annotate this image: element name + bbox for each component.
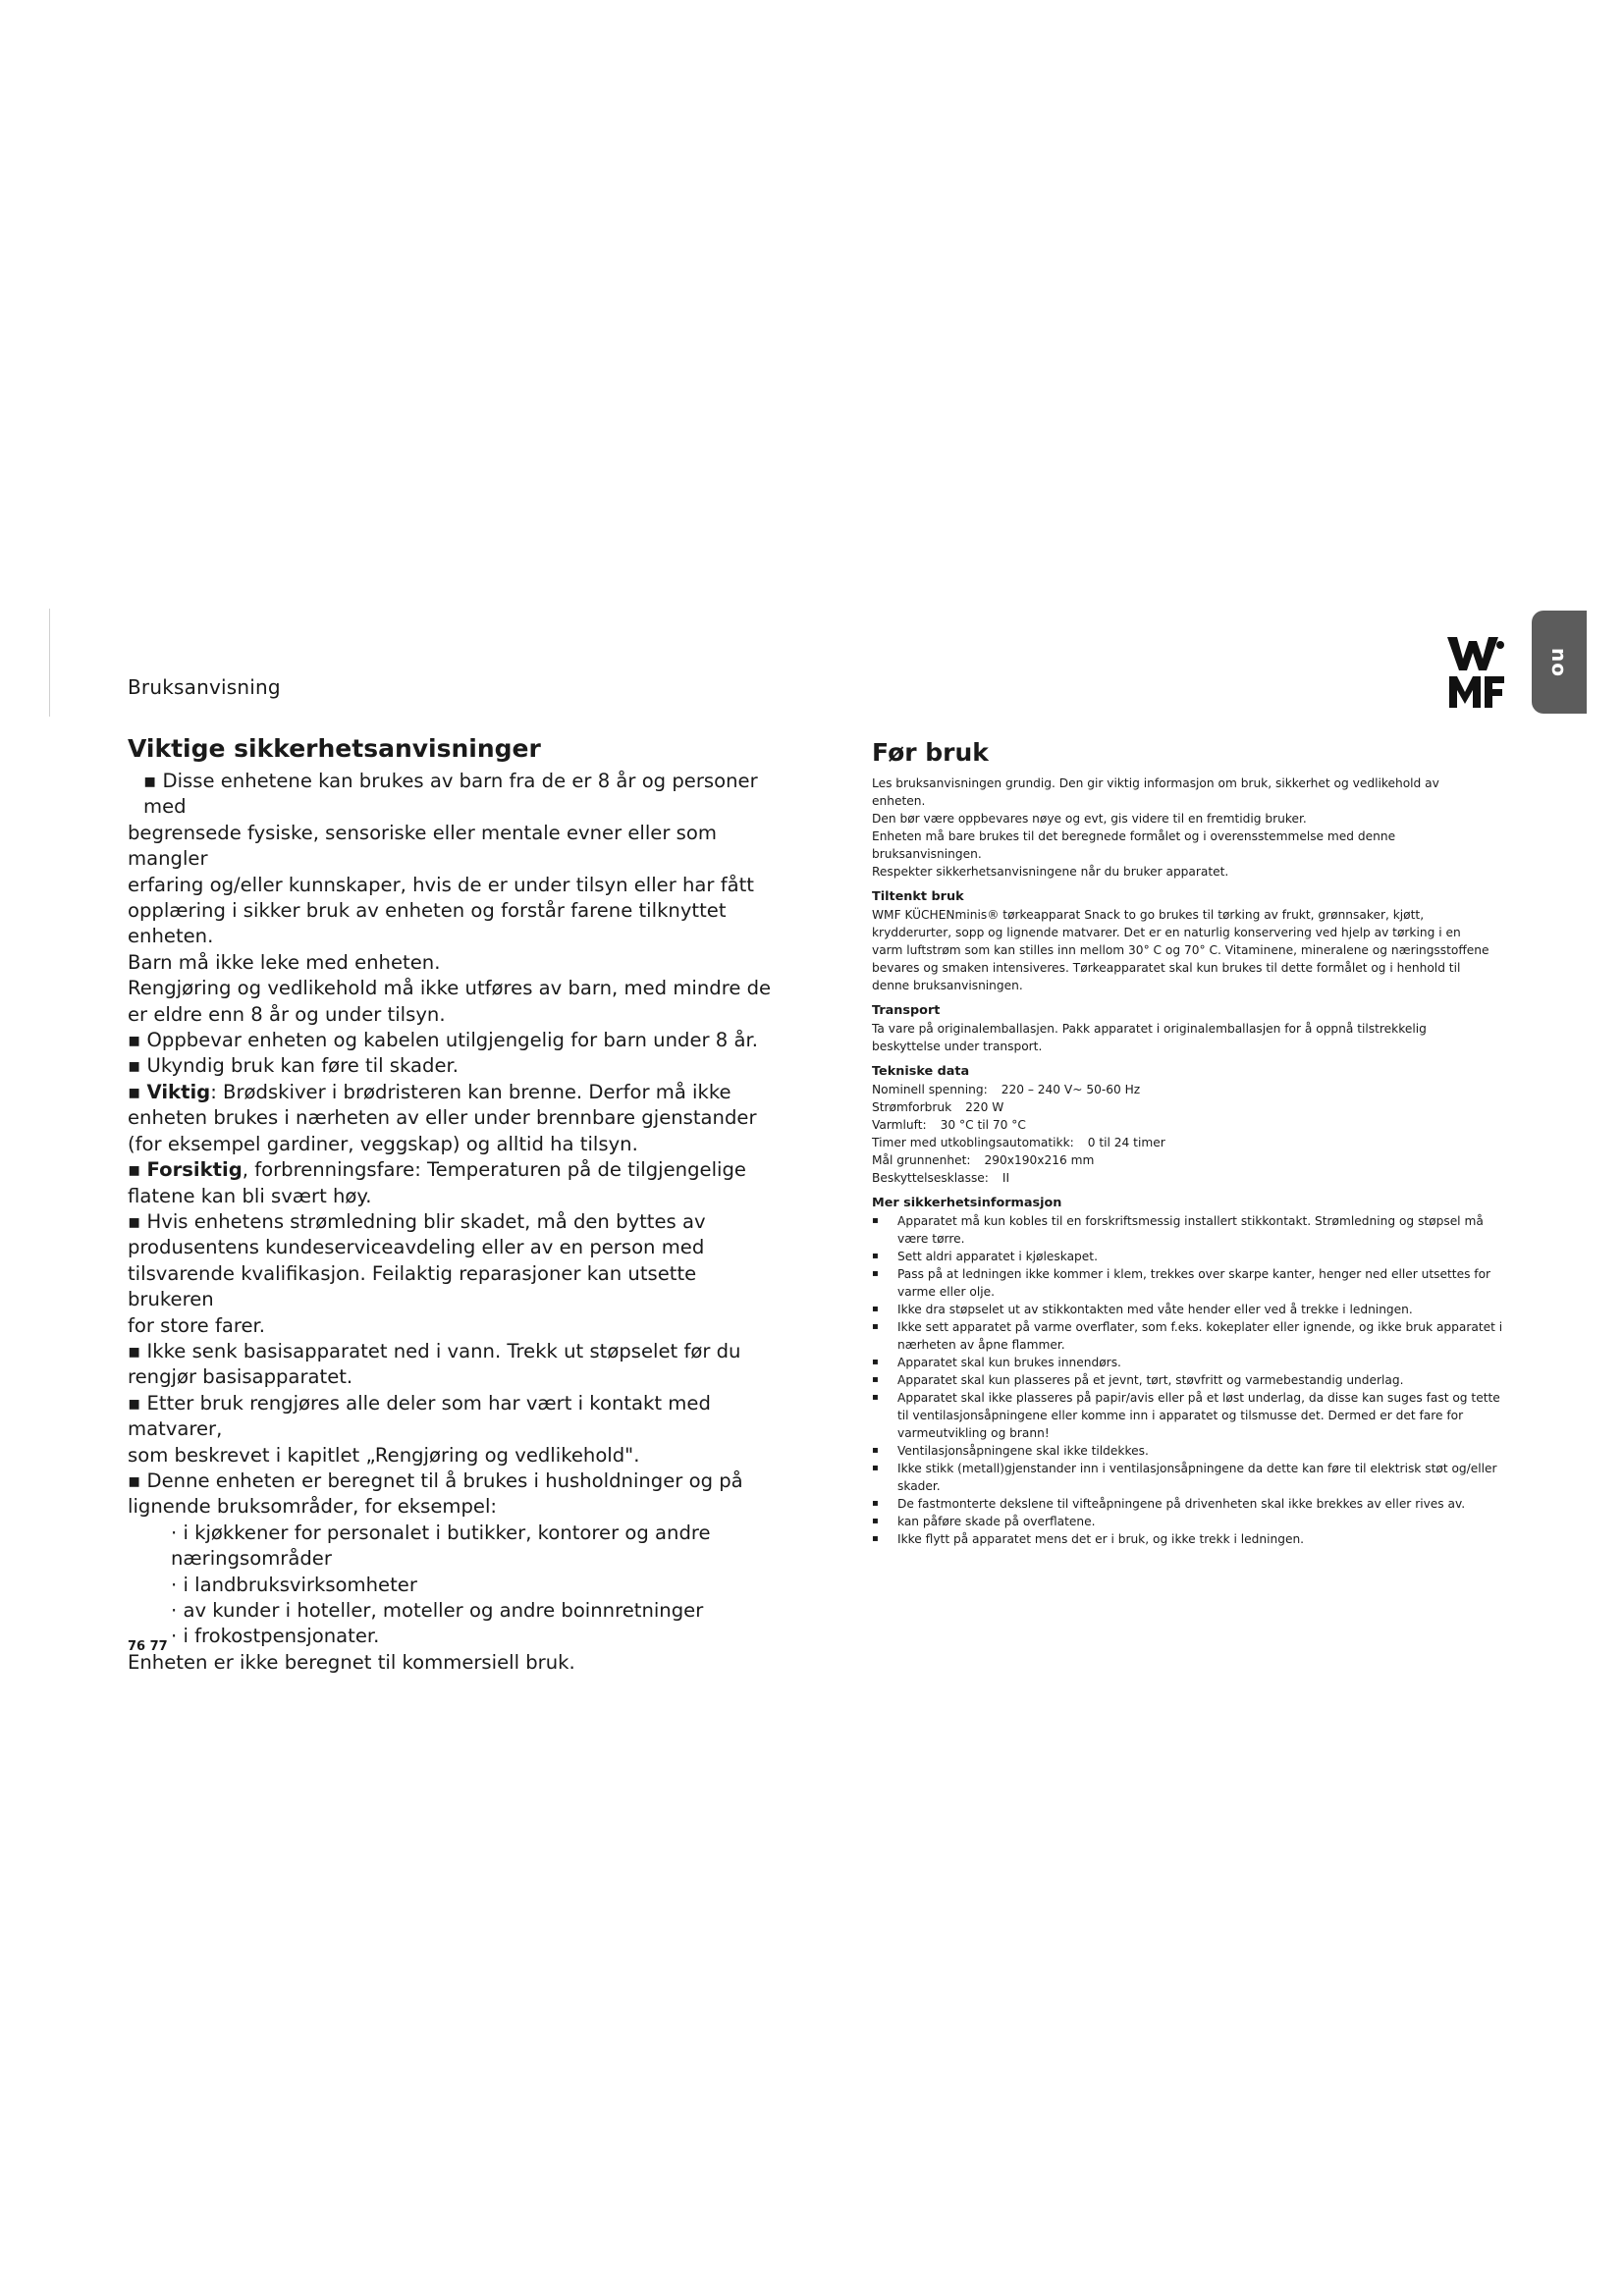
safety-line: · i landbruksvirksomheter	[171, 1573, 417, 1596]
tech-data-key: Mål grunnenhet:	[872, 1153, 971, 1167]
safety-bullet: ▪ Ventilasjonsåpningene skal ikke tildekkes.	[872, 1442, 1510, 1460]
safety-line: ▪ Forsiktig, forbrenningsfare: Temperaturen på de tilgjengelige	[128, 1158, 746, 1182]
safety-keyword: Forsiktig	[146, 1158, 243, 1182]
intro-line: Respekter sikkerhetsanvisningene når du bruker apparatet.	[872, 865, 1229, 879]
safety-line: ▪ Denne enheten er beregnet til å brukes i husholdninger og på	[128, 1468, 743, 1492]
manual-label: Bruksanvisning	[128, 675, 281, 699]
tech-data-value: 30 °C til 70 °C	[940, 1118, 1026, 1132]
transport-line: beskyttelse under transport.	[872, 1040, 1043, 1053]
transport-text	[872, 1020, 1510, 1055]
safety-instructions-body	[128, 769, 776, 1676]
safety-line: Rengjøring og vedlikehold må ikke utføres av barn, med mindre de	[128, 977, 772, 1000]
safety-bullet: ▪ Pass på at ledningen ikke kommer i klem, trekkes over skarpe kanter, henger ned eller utsettes for varme eller olje.	[872, 1265, 1510, 1301]
safety-bullet: ▪ De fastmonterte dekslene til vifteåpningene på drivenheten skal ikke brekkes av eller rives av.	[872, 1495, 1510, 1513]
tech-data-value: 0 til 24 timer	[1087, 1136, 1165, 1149]
tech-data-key: Timer med utkoblingsautomatikk:	[872, 1136, 1074, 1149]
safety-bullet: ▪ Apparatet skal kun plasseres på et jevnt, tørt, støvfritt og varmebestandig underlag.	[872, 1371, 1510, 1389]
heading-more-safety: Mer sikkerhetsinformasjon	[872, 1196, 1062, 1210]
intro-line: bruksanvisningen.	[872, 847, 982, 861]
tech-data-row	[872, 1169, 1510, 1187]
safety-line: erfaring og/eller kunnskaper, hvis de er under tilsyn eller har fått	[128, 873, 754, 896]
safety-line: ▪ Etter bruk rengjøres alle deler som har vært i kontakt med matvarer,	[128, 1391, 711, 1441]
section-title-before-use: Før bruk	[872, 738, 989, 767]
safety-line: produsentens kundeserviceavdeling eller av en person med	[128, 1236, 705, 1259]
heading-transport: Transport	[872, 1003, 941, 1018]
intended-use-line: denne bruksanvisningen.	[872, 979, 1023, 992]
safety-line: flatene kan bli svært høy.	[128, 1184, 372, 1207]
safety-line: enheten.	[128, 925, 214, 948]
tech-data-list	[872, 1081, 1510, 1187]
safety-line: for store farer.	[128, 1313, 266, 1337]
tech-data-key: Strømforbruk	[872, 1100, 952, 1114]
tech-data-row	[872, 1081, 1510, 1098]
before-use-section	[872, 738, 1510, 1548]
safety-line: ▪ Oppbevar enheten og kabelen utilgjengelig for barn under 8 år.	[128, 1029, 758, 1052]
safety-line: begrensede fysiske, sensoriske eller mentale evner eller som mangler	[128, 821, 717, 871]
safety-line: som beskrevet i kapitlet „Rengjøring og vedlikehold".	[128, 1443, 640, 1467]
tech-data-value: 290x190x216 mm	[984, 1153, 1095, 1167]
safety-line: ▪ Ukyndig bruk kan føre til skader.	[128, 1054, 459, 1078]
more-safety-list	[872, 1212, 1510, 1548]
safety-line: · i kjøkkener for personalet i butikker, kontorer og andre	[171, 1521, 711, 1544]
safety-bullet: ▪ Ikke sett apparatet på varme overflater, som f.eks. kokeplater eller ignende, og ikke bruk apparatet i nærheten av åpne flammer.	[872, 1318, 1510, 1354]
safety-line: opplæring i sikker bruk av enheten og forstår farene tilknyttet	[128, 899, 727, 923]
tech-data-key: Beskyttelsesklasse:	[872, 1171, 989, 1185]
safety-line: er eldre enn 8 år og under tilsyn.	[128, 1002, 446, 1026]
safety-line: rengjør basisapparatet.	[128, 1365, 353, 1389]
safety-line: næringsområder	[171, 1547, 332, 1571]
safety-bullet: ▪ kan påføre skade på overflatene.	[872, 1513, 1510, 1530]
wmf-logo	[1443, 633, 1512, 712]
intro-line: Den bør være oppbevares nøye og evt, gis videre til en fremtidig bruker.	[872, 812, 1307, 826]
safety-line: (for eksempel gardiner, veggskap) og alltid ha tilsyn.	[128, 1132, 638, 1155]
safety-line: · av kunder i hoteller, moteller og andre boinnretninger	[171, 1599, 704, 1622]
safety-line: lignende bruksområder, for eksempel:	[128, 1495, 498, 1519]
intro-line: Enheten må bare brukes til det beregnede formålet og i overensstemmelse med denne	[872, 829, 1396, 843]
tech-data-value: 220 – 240 V~ 50-60 Hz	[1001, 1083, 1141, 1096]
intended-use-line: WMF KÜCHENminis® tørkeapparat Snack to go brukes til tørking av frukt, grønnsaker, kjøtt,	[872, 908, 1425, 922]
safety-line: enheten brukes i nærheten av eller under brennbare gjenstander	[128, 1106, 757, 1130]
intended-use-line: varm luftstrøm som kan stilles inn mellom 30° C og 70° C. Vitaminene, mineralene og næringsstoffene	[872, 943, 1489, 957]
page-number: 76 77	[128, 1639, 168, 1654]
language-code: no	[1546, 647, 1571, 677]
tech-data-value: II	[1001, 1171, 1010, 1185]
intro-text	[872, 774, 1510, 881]
intended-use-line: krydderurter, sopp og lignende matvarer. Det er en naturlig konservering ved hjelp av tørking i en	[872, 926, 1461, 939]
safety-bullet: ▪ Sett aldri apparatet i kjøleskapet.	[872, 1248, 1510, 1265]
safety-bullet: ▪ Ikke stikk (metall)gjenstander inn i ventilasjonsåpningene da dette kan føre til elektrisk støt og/eller skader.	[872, 1460, 1510, 1495]
tech-data-row	[872, 1098, 1510, 1116]
tech-data-key: Nominell spenning:	[872, 1083, 988, 1096]
intro-line: enheten.	[872, 794, 926, 808]
intended-use-line: bevares og smaken intensiveres. Tørkeapparatet skal kun brukes til dette formålet og i henhold til	[872, 961, 1461, 975]
tech-data-key: Varmluft:	[872, 1118, 927, 1132]
safety-line: ▪ Ikke senk basisapparatet ned i vann. Trekk ut støpselet før du	[128, 1339, 741, 1362]
heading-intended-use: Tiltenkt bruk	[872, 889, 964, 904]
safety-keyword: Viktig	[146, 1080, 211, 1103]
intended-use-text	[872, 906, 1510, 994]
safety-line: · i frokostpensjonater.	[171, 1625, 380, 1648]
heading-tech-data: Tekniske data	[872, 1064, 970, 1079]
safety-bullet: ▪ Ikke flytt på apparatet mens det er i bruk, og ikke trekk i ledningen.	[872, 1530, 1510, 1548]
intro-line: Les bruksanvisningen grundig. Den gir viktig informasjon om bruk, sikkerhet og vedlikehold av	[872, 776, 1439, 790]
tech-data-value: 220 W	[965, 1100, 1004, 1114]
safety-line: ▪ Hvis enhetens strømledning blir skadet, må den byttes av	[128, 1209, 706, 1233]
safety-bullet: ▪ Apparatet skal kun brukes innendørs.	[872, 1354, 1510, 1371]
safety-line: ▪ Disse enhetene kan brukes av barn fra de er 8 år og personer med	[143, 770, 758, 819]
safety-line: Barn må ikke leke med enheten.	[128, 950, 441, 974]
safety-line: Enheten er ikke beregnet til kommersiell bruk.	[128, 1650, 575, 1674]
tech-data-row	[872, 1116, 1510, 1134]
safety-line: ▪ Viktig: Brødskiver i brødristeren kan brenne. Derfor må ikke	[128, 1080, 731, 1103]
crop-mark	[49, 609, 50, 717]
language-tab[interactable]	[1532, 611, 1587, 714]
safety-line: tilsvarende kvalifikasjon. Feilaktig reparasjoner kan utsette brukeren	[128, 1261, 697, 1311]
safety-bullet: ▪ Apparatet må kun kobles til en forskriftsmessig installert stikkontakt. Strømledning og støpsel må være tørre.	[872, 1212, 1510, 1248]
safety-bullet: ▪ Apparatet skal ikke plasseres på papir/avis eller på et løst underlag, da disse kan suges fast og tette til ventilasjonsåpningene eller komme inn i apparatet og tilsmusse det. Dermed er det fare for varmeutvikling og brann!	[872, 1389, 1510, 1442]
tech-data-row	[872, 1134, 1510, 1151]
transport-line: Ta vare på originalemballasjen. Pakk apparatet i originalemballasjen for å oppnå tilstrekkelig	[872, 1022, 1427, 1036]
safety-bullet: ▪ Ikke dra støpselet ut av stikkontakten med våte hender eller ved å trekke i ledningen.	[872, 1301, 1510, 1318]
section-title-safety: Viktige sikkerhetsanvisninger	[128, 734, 541, 763]
tech-data-row	[872, 1151, 1510, 1169]
safety-instructions-section	[128, 734, 776, 1676]
